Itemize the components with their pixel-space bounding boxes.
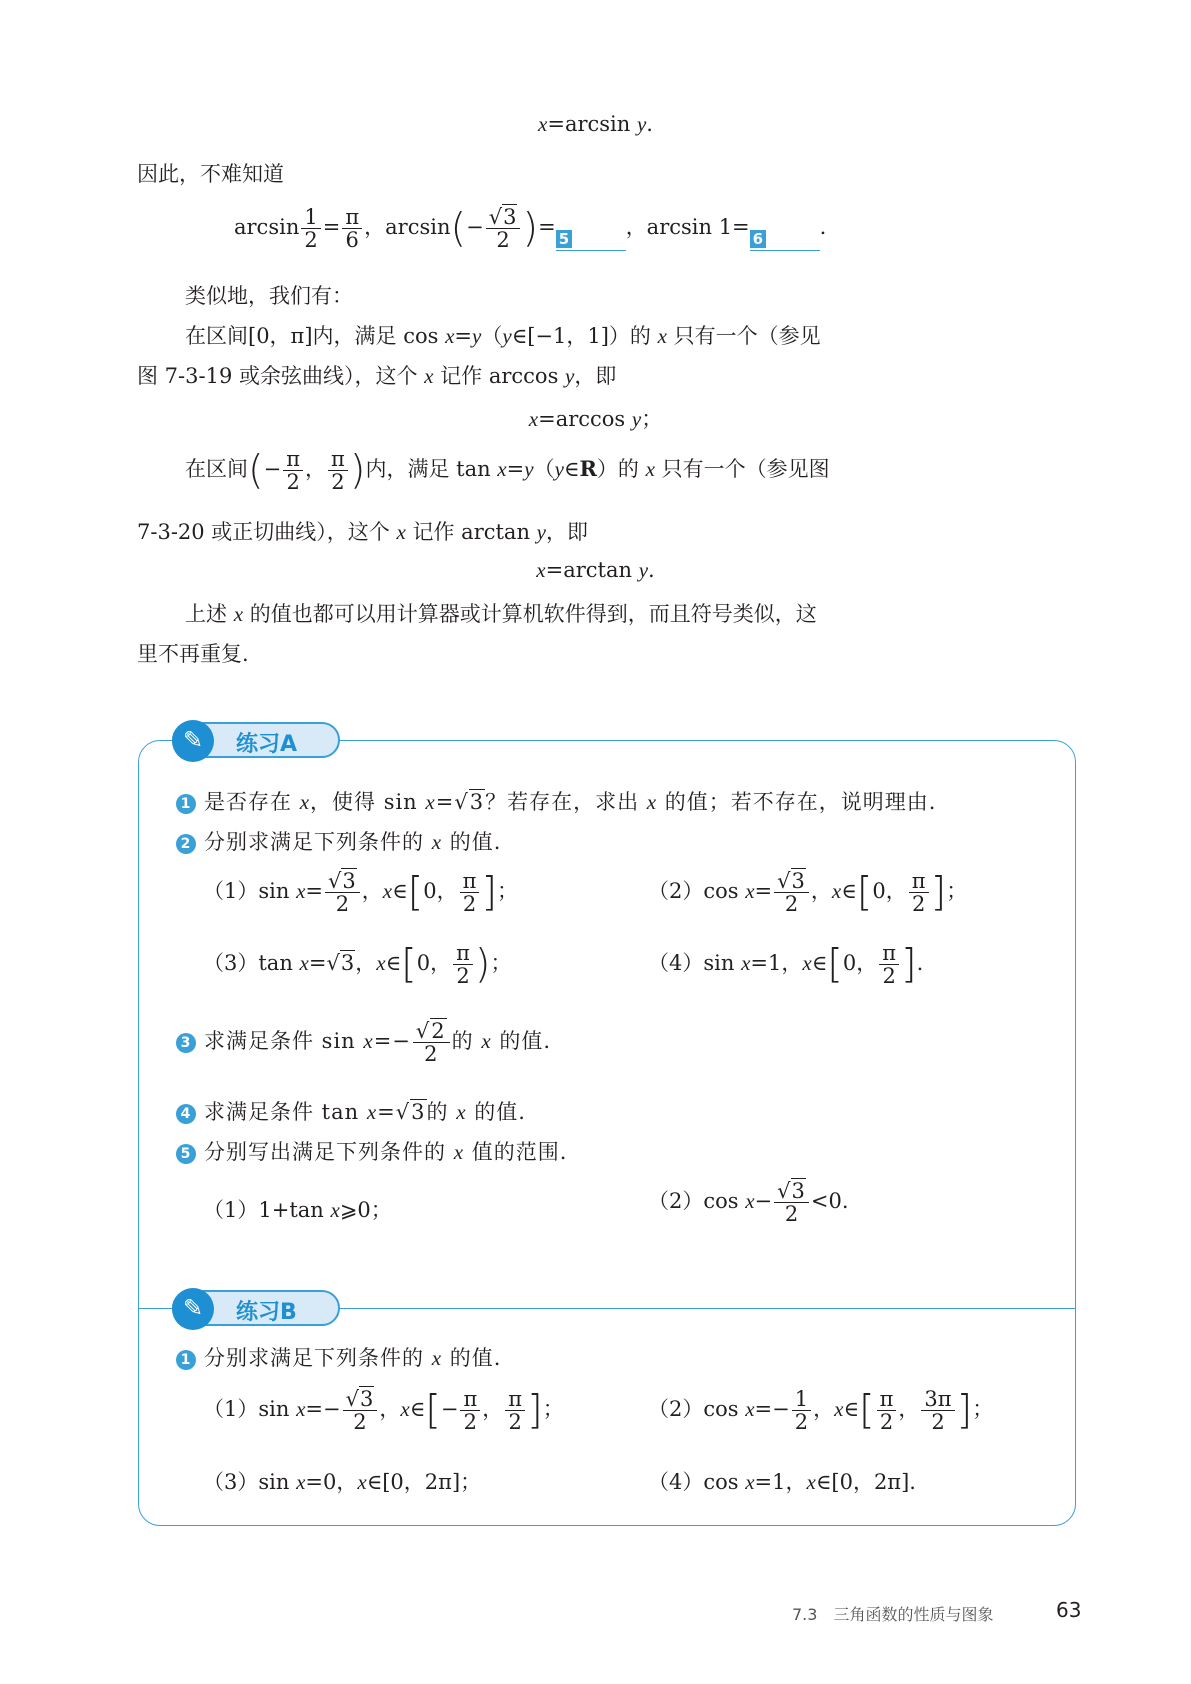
page-number: 63 — [1056, 1598, 1082, 1622]
exercise-a-q2-4: （4）sin x=1，x∈[0， $\frac{\pi}{2}$ ]. — [648, 941, 924, 989]
pencil-check-icon: ✎ — [172, 720, 214, 762]
arcsin-values: arcsin $\frac{1}{2}$ = $\frac{\pi}{6}$ ，arcsin(− $\frac{√3}{2}$ )= 5 ，arcsin 1= 6 . — [234, 205, 827, 253]
similarly-text: 类似地，我们有： — [185, 284, 353, 308]
answer-blank-6[interactable]: 6 — [750, 228, 820, 251]
therefore-text: 因此，不难知道 — [137, 162, 284, 186]
exercise-b-q1-2: （2）cos x=− $\frac{1}{2}$ ，x∈[ $\frac{\pi}{2}$ ， $\frac{3\pi}{2}$ ]； — [648, 1387, 994, 1435]
exercise-a-badge: ✎ 练习A — [172, 722, 340, 758]
cos-paragraph-line2: 图 7-3-19 或余弦曲线），这个 x 记作 arccos y，即 — [137, 364, 617, 388]
formula-arcsin: x=arcsin y. — [538, 112, 653, 136]
exercise-a-q4: 4 求满足条件 tan x=√3的 x 的值. — [176, 1096, 526, 1126]
exercise-a-q1: 1 是否存在 x，使得 sin x=√3？若存在，求出 x 的值；若不存在，说明理由. — [176, 786, 936, 816]
exercise-a-q2-3: （3）tan x=√3，x∈[0， $\frac{\pi}{2}$ )； — [203, 941, 512, 989]
exercise-a-q2-2: （2）cos x= $\frac{√3}{2}$ ，x∈[0， $\frac{\pi}{2}$ ]； — [648, 869, 968, 917]
exercise-b-q1: 1 分别求满足下列条件的 x 的值. — [176, 1342, 501, 1372]
exercise-b-badge: ✎ 练习B — [172, 1290, 340, 1326]
section-footer: 7.3 三角函数的性质与图象 — [792, 1605, 994, 1624]
summary-line2: 里不再重复. — [137, 642, 249, 666]
exercise-a-q5-2: （2）cos x− $\frac{√3}{2}$ <0. — [648, 1179, 849, 1227]
exercise-a-q5: 5 分别写出满足下列条件的 x 值的范围. — [176, 1136, 567, 1166]
pencil-check-icon: ✎ — [172, 1288, 214, 1330]
summary-line1: 上述 x 的值也都可以用计算器或计算机软件得到，而且符号类似，这 — [185, 602, 817, 626]
answer-blank-5[interactable]: 5 — [556, 228, 626, 251]
tan-paragraph-line1: 在区间(− $\frac{\pi}{2}$ ， $\frac{\pi}{2}$ )内，满足 tan x=y（y∈R）的 x 只有一个（参见图 — [185, 447, 830, 495]
exercise-b-q1-1: （1）sin x=− $\frac{√3}{2}$ ，x∈[− $\frac{\pi}{2}$ ， $\frac{\pi}{2}$ ]； — [203, 1387, 564, 1435]
exercise-a-q3: 3 求满足条件 sin x=− $\frac{√2}{2}$ 的 x 的值. — [176, 1020, 551, 1065]
exercise-a-q2-1: （1）sin x= $\frac{√3}{2}$ ，x∈[0， $\frac{\pi}{2}$ ]； — [203, 869, 519, 917]
exercise-a-q2: 2 分别求满足下列条件的 x 的值. — [176, 826, 501, 856]
exercise-b-q1-4: （4）cos x=1，x∈[0，2π]. — [648, 1470, 916, 1494]
tan-paragraph-line2: 7-3-20 或正切曲线），这个 x 记作 arctan y，即 — [137, 520, 588, 544]
exercise-b-q1-3: （3）sin x=0，x∈[0，2π]； — [203, 1470, 482, 1494]
formula-arctan: x=arctan y. — [536, 558, 655, 582]
exercise-a-q5-1: （1）1+tan x⩾0； — [203, 1198, 392, 1222]
formula-arccos: x=arccos y； — [528, 407, 663, 431]
cos-paragraph-line1: 在区间[0，π]内，满足 cos x=y（y∈[−1，1]）的 x 只有一个（参见 — [185, 324, 821, 348]
